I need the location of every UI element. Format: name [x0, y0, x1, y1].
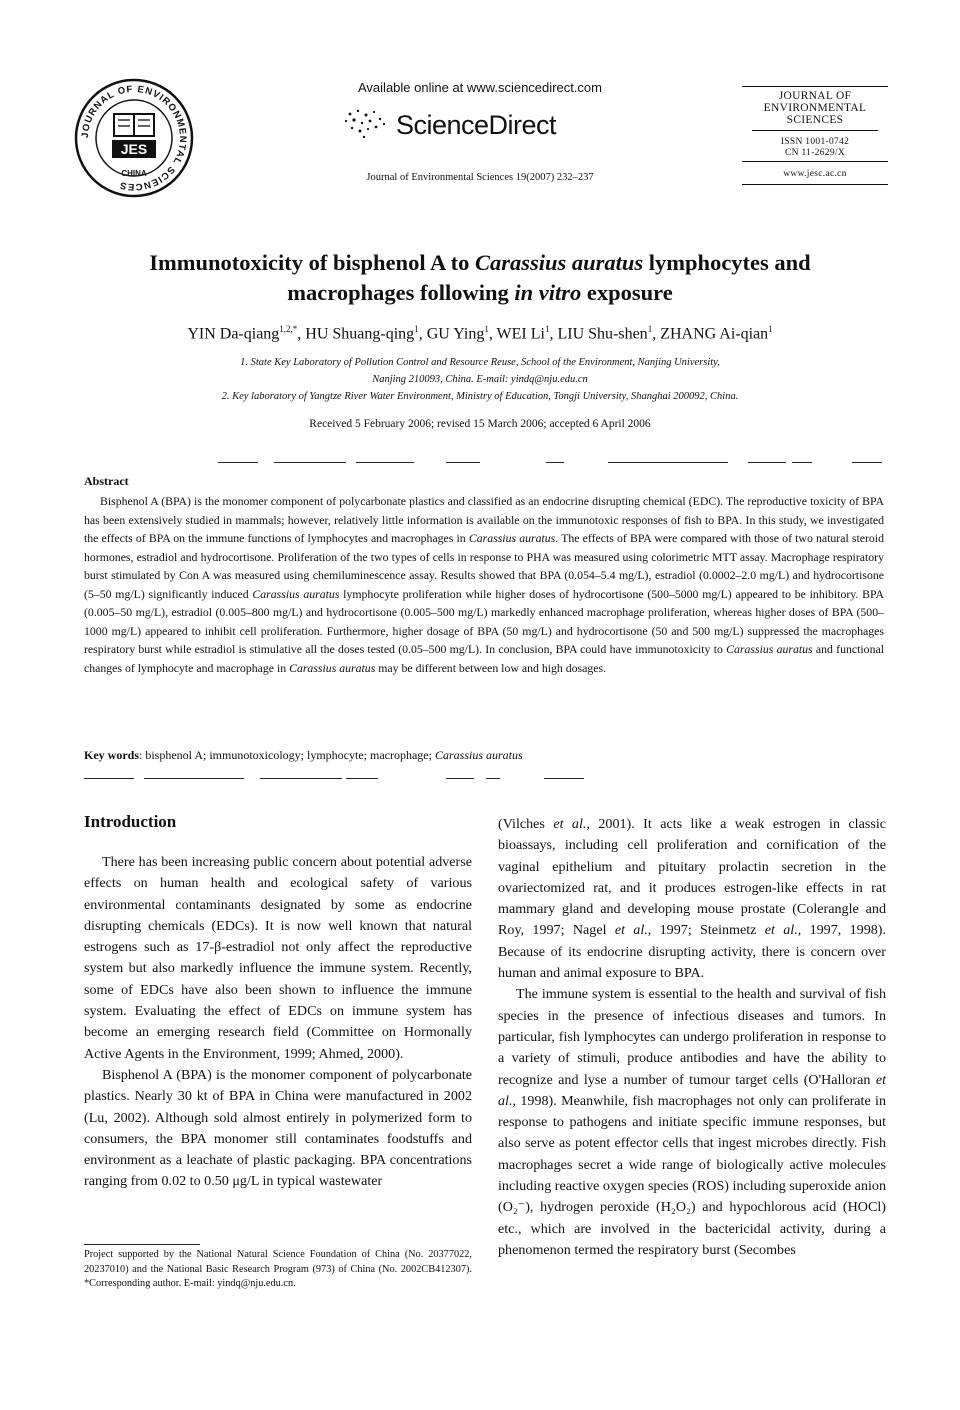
- keywords-label: Key words: [84, 748, 139, 762]
- author-sep: ,: [652, 325, 661, 343]
- etal: et al.: [498, 1071, 886, 1109]
- abstract-text: may be different between low and high dosages.: [375, 660, 607, 675]
- species-name: Carassius auratus: [289, 660, 376, 675]
- author-affil: 1: [647, 324, 653, 334]
- author-affil: 1,2,*: [279, 324, 298, 334]
- author: HU Shuang-qing: [305, 325, 415, 343]
- abstract-body: [84, 492, 884, 677]
- author-affil: 1: [414, 324, 419, 334]
- journal-box-line3: SCIENCES: [786, 114, 844, 126]
- title-part2: lymphocytes and: [643, 250, 811, 275]
- abstract-text: Bisphenol A (BPA) is the monomer component of polycarbonate plastics and classified as an endocrine disrupting chemical (EDC). The reproductive toxicity of BPA has been extensively studied in mammals; however, relatively little information is available on the immunotoxic responses of fish to BPA. In this study, we investigated the effects of BPA on the immune functions of lymphocytes and macrophages in: [84, 494, 884, 546]
- title-part4: exposure: [581, 280, 673, 305]
- title-species: Carassius auratus: [474, 250, 644, 275]
- journal-citation: Journal of Environmental Sciences 19(2007) 232–237: [366, 172, 594, 183]
- section-heading-introduction: Introduction: [84, 812, 177, 831]
- text: , 1997; Steinmetz: [647, 922, 765, 939]
- author-sep: ,: [418, 325, 427, 343]
- author: WEI Li: [496, 325, 545, 343]
- journal-box-line2: ENVIRONMENTAL: [763, 102, 867, 114]
- etal: et al.: [764, 922, 798, 939]
- text: , 2001). It acts like a weak estrogen in classic bioassays, including cell proliferation and cornification of the vaginal epithelium and pituitary prolactin secretion in the ovariectomized rat, and it produces estrogen-like effects in rat mammary gland and developing mouse prostate (Colerangle and Roy, 1997; Nagel: [498, 816, 886, 939]
- journal-emblem-icon: [72, 76, 196, 200]
- author-sep: ,: [488, 325, 497, 343]
- species-name: Carassius auratus: [468, 531, 556, 546]
- author-sep: ,: [549, 325, 558, 343]
- sciencedirect-name: ScienceDirect: [396, 110, 557, 140]
- footnote-rule: [84, 1244, 200, 1245]
- body-column-left: [84, 852, 472, 1193]
- title-invitro: in vitro: [514, 280, 582, 305]
- text: (Vilches: [498, 816, 554, 832]
- journal-logo: [72, 76, 196, 200]
- journal-cn: CN 11-2629/X: [785, 148, 845, 158]
- text: The immune system is essential to the health and survival of fish species in the presence of infectious diseases and tumors. In particular, fish lymphocytes can undergo proliferation in response to a variety of stimuli, produce antibodies and have the ability to recognize and lyse a number of tumour target cells (O'Halloran: [498, 986, 886, 1088]
- affiliation-1-line2: Nanjing 210093, China. E-mail: yindq@nju.edu.cn: [372, 374, 588, 385]
- article-title: [80, 248, 880, 308]
- author-list: [80, 324, 880, 343]
- paragraph: [498, 984, 886, 1261]
- author: LIU Shu-shen: [557, 325, 648, 343]
- body-column-right: [498, 814, 886, 1261]
- author: YIN Da-qiang: [187, 325, 280, 343]
- sciencedirect-dots-icon: [340, 106, 392, 142]
- affiliation-2: 2. Key laboratory of Yangtze River Water Environment, Ministry of Education, Tongji University, Shanghai 200092, China.: [221, 391, 739, 402]
- footnote: Project supported by the National Natural Science Foundation of China (No. 20377022, 20237010) and the National Basic Research Program (973) of China (No. 2002CB412307). *Corresponding author. E-mail: yindq@nju.edu.cn.: [84, 1249, 472, 1289]
- etal: et al.: [553, 816, 587, 832]
- logo-sub: CHINA: [121, 169, 147, 178]
- author-affil: 1: [768, 324, 773, 334]
- keywords: [84, 748, 884, 763]
- sciencedirect-brand: [340, 106, 640, 146]
- abstract-heading: Abstract: [84, 474, 129, 488]
- author-affil: 1: [544, 324, 550, 334]
- species-name: Carassius auratus: [252, 586, 340, 601]
- author-sep: ,: [297, 325, 306, 343]
- keywords-text: : bisphenol A; immunotoxicology; lymphocyte; macrophage;: [139, 748, 435, 762]
- available-online-text: Available online at www.sciencedirect.com: [358, 80, 602, 95]
- paragraph: There has been increasing public concern about potential adverse effects on human health and ecological safety of various environmental contaminants designated by some as endocrine disrupting chemicals (EDCs). It is now well known that natural estrogens such as 17-β-estradiol not only affect the reproductive system but also markedly influence the immune system. Recently, some of EDCs have also been shown to influence the immune system. Evaluating the effect of EDCs on immune system has become an emerging research field (Committee on Hormonally Active Agents in the Environment, 1999; Ahmed, 2000).: [84, 854, 472, 1062]
- paragraph: Bisphenol A (BPA) is the monomer component of polycarbonate plastics. Nearly 30 kt of BPA in China were manufactured in 2002 (Lu, 2002). Although sold almost entirely in polymerized form to consumers, the BPA monomer still contaminates foodstuffs and environment as a leachate of plastic packaging. BPA concentrations ranging from 0.02 to 0.50 μg/L in typical wastewater: [84, 1066, 472, 1190]
- abstract-text: lymphocyte proliferation while higher doses of hydrocortisone (500–5000 mg/L) appeared to be inhibitory. BPA (0.005–50 mg/L), estradiol (0.005–800 mg/L) and hydrocortisone (0.005–500 mg/L) markedly enhanced macrophage proliferation, whereas higher doses of BPA (500–1000 mg/L) appeared to inhibit cell proliferation. Furthermore, higher dosage of BPA (50 mg/L) and hydrocortisone (50 and 500 mg/L) suppressed the macrophages respiratory burst while estradiol is stimulative all the doses tested (0.05–500 mg/L). In conclusion, BPA could have immunotoxicity to: [84, 586, 884, 657]
- journal-url: www.jesc.ac.cn: [783, 169, 847, 179]
- species-name: Carassius auratus: [726, 642, 813, 657]
- journal-box-line1: JOURNAL OF: [778, 90, 852, 102]
- text: , 1998). Meanwhile, fish macrophages not only can proliferate in response to pathogens and initiate specific immune responses, but also serve as potent effector cells that ingest microbes directly. Fish macrophages secret a wide range of biologically active molecules including reactive oxygen species (ROS) including superoxide anion (O₂⁻), hydrogen peroxide (H₂O₂) and hypochlorous acid (HOCl) etc., which are involved in the bactericidal activity, during a phenomenon termed the respiratory burst (Secombes: [498, 1092, 886, 1258]
- paragraph: [498, 814, 886, 984]
- journal-issn: ISSN 1001-0742: [780, 137, 850, 147]
- received-dates: Received 5 February 2006; revised 15 March 2006; accepted 6 April 2006: [309, 418, 651, 430]
- title-part1: Immunotoxicity of bisphenol A to: [149, 250, 475, 275]
- affiliation-1-line1: 1. State Key Laboratory of Pollution Control and Resource Reuse, School of the Environment, Nanjing University,: [240, 357, 720, 368]
- title-part3: macrophages following: [287, 280, 515, 305]
- author: GU Ying: [426, 325, 485, 343]
- separator-dashes: [84, 462, 884, 464]
- logo-ring-text: JOURNAL OF ENVIRONMENTAL SCIENCES: [79, 83, 189, 193]
- logo-label: JES: [120, 141, 148, 157]
- abstract-text: and functional changes of lymphocyte and macrophage in: [84, 642, 884, 675]
- separator-dashes: [84, 778, 884, 780]
- text: , 1997, 1998). Because of its endocrine disrupting activity, there is concern over human and animal exposure to BPA.: [498, 922, 887, 982]
- abstract-text: . The effects of BPA were compared with those of two natural steroid hormones, estradiol and hydrocortisone. Proliferation of the two types of cells in response to PHA was measured using colorimetric MTT assay. Macrophage respiratory burst stimulated by Con A was measured using chemiluminescence assay. Results showed that BPA (0.054–5.4 mg/L), estradiol (0.0002–2.0 mg/L) and hydrocortisone (5–50 mg/L) significantly induced: [84, 531, 884, 601]
- author-affil: 1: [484, 324, 489, 334]
- author: ZHANG Ai-qian: [660, 325, 769, 343]
- journal-box: [742, 86, 888, 188]
- etal: et al.: [614, 922, 648, 939]
- keywords-species: Carassius auratus: [434, 748, 523, 762]
